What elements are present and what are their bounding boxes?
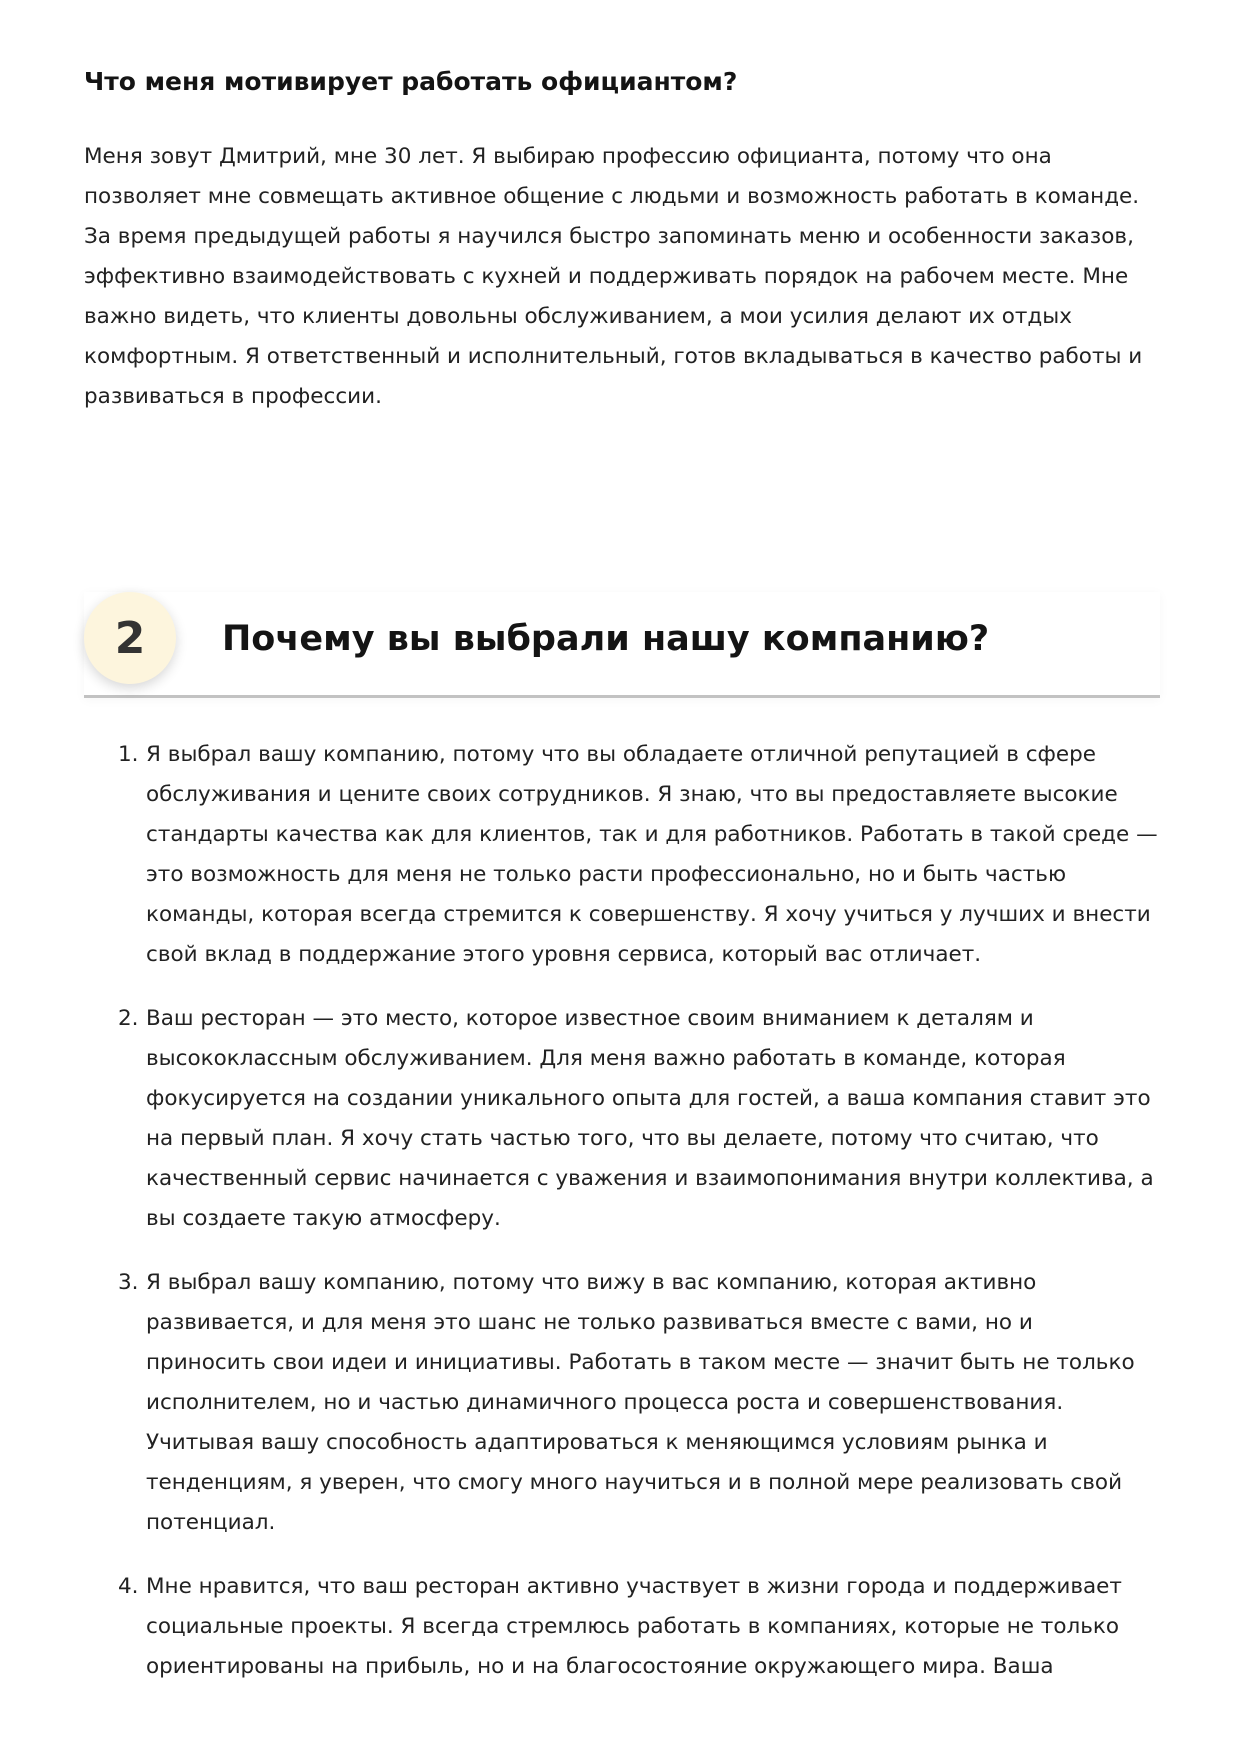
intro-line: За время предыдущей работы я научился быстро запоминать меню и особенности заказов, bbox=[84, 224, 1134, 249]
answer-number: 1. bbox=[118, 742, 139, 767]
answer-line: потенциал. bbox=[146, 1510, 276, 1535]
section-number-badge: 2 bbox=[84, 592, 176, 684]
section-title: Почему вы выбрали нашу компанию? bbox=[222, 619, 990, 659]
answer-line: Ваш ресторан — это место, которое известное своим вниманием к деталям и bbox=[146, 1006, 1034, 1031]
intro-line: комфортным. Я ответственный и исполнительный, готов вкладываться в качество работы и bbox=[84, 344, 1143, 369]
answer-text bbox=[146, 735, 1160, 975]
answer-line: приносить свои идеи и инициативы. Работать в таком месте — значит быть не только bbox=[146, 1350, 1135, 1375]
answer-line: Я выбрал вашу компанию, потому что вы обладаете отличной репутацией в сфере bbox=[146, 742, 1097, 767]
answer-line: стандарты качества как для клиентов, так и для работников. Работать в такой среде — bbox=[146, 822, 1158, 847]
answer-item-3 bbox=[84, 1263, 1160, 1543]
answer-line: развивается, и для меня это шанс не только развиваться вместе с вами, но и bbox=[146, 1310, 1033, 1335]
answer-item-4 bbox=[84, 1567, 1160, 1687]
answer-line: Учитывая вашу способность адаптироваться к меняющимся условиям рынка и bbox=[146, 1430, 1048, 1455]
intro-line: Меня зовут Дмитрий, мне 30 лет. Я выбираю профессию официанта, потому что она bbox=[84, 144, 1052, 169]
answer-item-1 bbox=[84, 735, 1160, 975]
answer-line: это возможность для меня не только расти профессионально, но и быть частью bbox=[146, 862, 1067, 887]
answer-line: качественный сервис начинается с уважения и взаимопонимания внутри коллектива, а bbox=[146, 1166, 1154, 1191]
answer-line: вы создаете такую атмосферу. bbox=[146, 1206, 501, 1231]
answer-text bbox=[146, 999, 1160, 1239]
answer-line: фокусируется на создании уникального опыта для гостей, а ваша компания ставит это bbox=[146, 1086, 1151, 1111]
answer-line: высококлассным обслуживанием. Для меня важно работать в команде, которая bbox=[146, 1046, 1066, 1071]
answer-line: социальные проекты. Я всегда стремлюсь работать в компаниях, которые не только bbox=[146, 1614, 1120, 1639]
answer-item-2 bbox=[84, 999, 1160, 1239]
answer-line: Мне нравится, что ваш ресторан активно участвует в жизни города и поддерживает bbox=[146, 1574, 1122, 1599]
answer-text bbox=[146, 1263, 1160, 1543]
answer-line: исполнителем, но и частью динамичного процесса роста и совершенствования. bbox=[146, 1390, 1064, 1415]
answer-line: на первый план. Я хочу стать частью того, что вы делаете, потому что считаю, что bbox=[146, 1126, 1099, 1151]
section-header bbox=[84, 592, 1160, 698]
intro-paragraph bbox=[84, 137, 1160, 417]
answer-line: Я выбрал вашу компанию, потому что вижу в вас компанию, которая активно bbox=[146, 1270, 1037, 1295]
intro-line: позволяет мне совмещать активное общение с людьми и возможность работать в команде. bbox=[84, 184, 1140, 209]
answer-line: ориентированы на прибыль, но и на благосостояние окружающего мира. Ваша bbox=[146, 1654, 1054, 1679]
intro-line: эффективно взаимодействовать с кухней и поддерживать порядок на рабочем месте. Мне bbox=[84, 264, 1129, 289]
answer-number: 2. bbox=[118, 1006, 139, 1031]
answer-line: обслуживания и цените своих сотрудников. Я знаю, что вы предоставляете высокие bbox=[146, 782, 1118, 807]
intro-line: важно видеть, что клиенты довольны обслуживанием, а мои усилия делают их отдых bbox=[84, 304, 1072, 329]
answer-line: свой вклад в поддержание этого уровня сервиса, который вас отличает. bbox=[146, 942, 982, 967]
answer-number: 4. bbox=[118, 1574, 139, 1599]
answer-text bbox=[146, 1567, 1160, 1687]
answer-number: 3. bbox=[118, 1270, 139, 1295]
intro-line: развиваться в профессии. bbox=[84, 384, 382, 409]
question-title: Что меня мотивирует работать официантом? bbox=[84, 67, 738, 96]
answers-list bbox=[84, 735, 1160, 1711]
answer-line: тенденциям, я уверен, что смогу много научиться и в полной мере реализовать свой bbox=[146, 1470, 1123, 1495]
answer-line: команды, которая всегда стремится к совершенству. Я хочу учиться у лучших и внести bbox=[146, 902, 1151, 927]
